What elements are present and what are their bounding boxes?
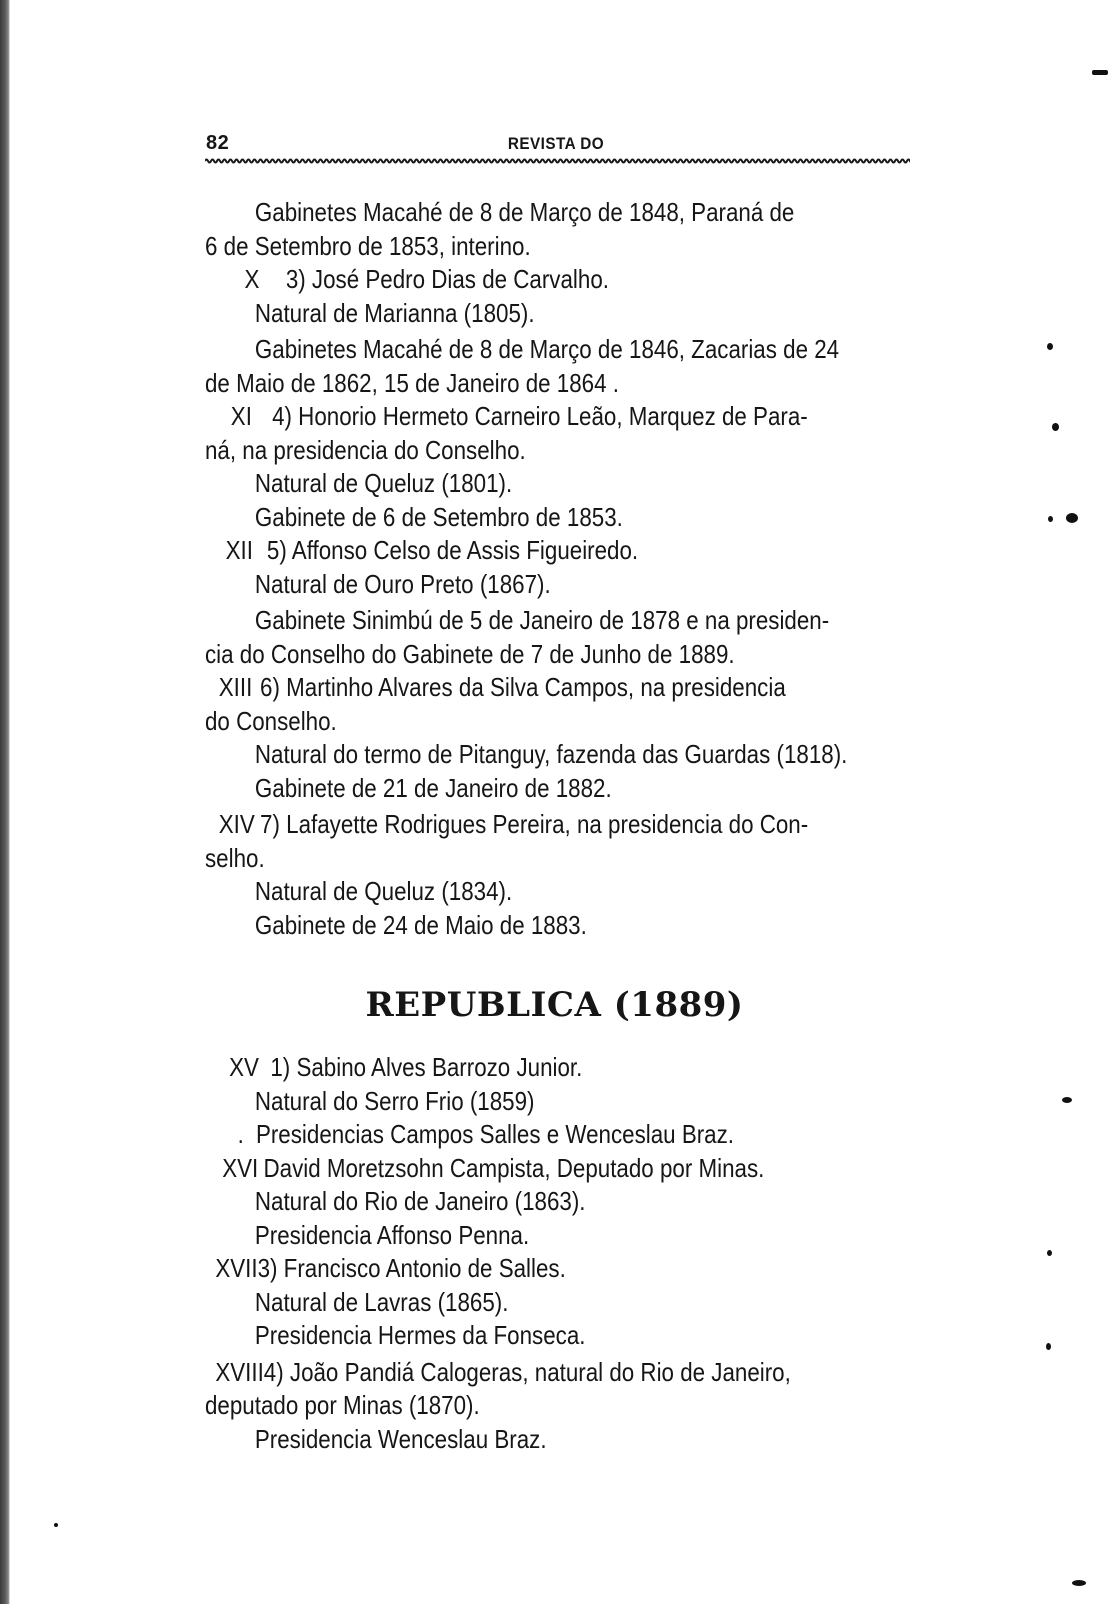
text-line: [205, 501, 925, 535]
line-text: de Maio de 1862, 15 de Janeiro de 1864 .: [205, 367, 619, 398]
scan-speck: [54, 1523, 58, 1527]
scan-speck: [1047, 343, 1053, 350]
line-text: ná, na presidencia do Conselho.: [205, 434, 526, 465]
text-line: [205, 738, 925, 772]
text-line: [205, 1355, 925, 1389]
line-text: Presidencias Campos Salles e Wenceslau Braz.: [255, 1119, 735, 1149]
line-text: 4) João Pandiá Calogeras, natural do Rio de Janeiro,: [263, 1356, 791, 1387]
text-line: [205, 638, 925, 672]
line-text: 5) Affonso Celso de Assis Figueiredo.: [266, 535, 639, 565]
text-line: [205, 1117, 925, 1151]
line-text: selho.: [205, 842, 265, 873]
text-line: [205, 1318, 925, 1352]
roman-numeral: XIV: [218, 809, 255, 839]
scan-speck: [1062, 1097, 1072, 1103]
text-line: [205, 1151, 925, 1185]
text-line: [205, 263, 925, 297]
scan-speck: [1092, 70, 1108, 75]
journal-title: REVISTA DO: [507, 134, 605, 153]
text-line: [205, 333, 925, 367]
text-line: [205, 1218, 925, 1252]
text-line: [205, 196, 925, 230]
line-text: cia do Conselho do Gabinete de 7 de Junho de 1889.: [205, 638, 735, 669]
text-line: [205, 1251, 925, 1285]
page-number: 82: [206, 132, 230, 154]
scan-speck: [1052, 423, 1059, 431]
line-text: Natural do termo de Pitanguy, fazenda das Guardas (1818).: [254, 739, 848, 769]
line-text: 3) Francisco Antonio de Salles.: [257, 1253, 566, 1283]
text-line: [205, 400, 925, 434]
text-line: [205, 604, 925, 638]
roman-numeral: XI: [230, 401, 252, 431]
text-line: [205, 1084, 925, 1118]
line-text: 4) Honorio Hermeto Carneiro Leão, Marquez de Para-: [272, 401, 808, 431]
section-heading-republica: REPUBLICA (1889): [365, 985, 744, 1025]
roman-numeral: XIII: [218, 672, 253, 702]
text-line: [205, 297, 925, 331]
line-text: Natural de Lavras (1865).: [254, 1286, 509, 1317]
text-line: [205, 842, 925, 876]
text-line: [205, 1184, 925, 1218]
text-line: [205, 568, 925, 602]
roman-numeral: XVII: [215, 1253, 258, 1283]
roman-numeral: XVIII: [215, 1356, 264, 1387]
scan-speck: [1066, 513, 1078, 523]
scan-speck: [1048, 516, 1053, 522]
line-prefix-mark: .: [237, 1119, 244, 1149]
imperio-ministers-list: [205, 196, 925, 942]
line-text: deputado por Minas (1870).: [205, 1390, 480, 1420]
text-line: [205, 434, 925, 468]
line-text: Gabinetes Macahé de 8 de Março de 1848, Paraná de: [254, 197, 795, 227]
line-text: Gabinete de 24 de Maio de 1883.: [254, 909, 587, 940]
line-text: 7) Lafayette Rodrigues Pereira, na presidencia do Con-: [260, 809, 809, 839]
scan-speck: [1047, 1250, 1052, 1256]
text-line: [205, 1285, 925, 1319]
line-text: Presidencia Hermes da Fonseca.: [254, 1320, 586, 1350]
scan-speck: [1046, 1343, 1051, 1350]
text-line: [205, 772, 925, 806]
line-text: 1) Sabino Alves Barrozo Junior.: [270, 1052, 583, 1082]
line-text: Natural do Rio de Janeiro (1863).: [254, 1186, 586, 1216]
scan-speck: [1072, 1580, 1086, 1586]
text-line: [205, 705, 925, 739]
text-line: [205, 875, 925, 909]
text-line: [205, 367, 925, 401]
text-line: [205, 1388, 925, 1422]
text-line: [205, 671, 925, 705]
line-text: Presidencia Affonso Penna.: [254, 1219, 530, 1250]
republica-ministers-list: [205, 1050, 925, 1455]
line-text: Gabinete de 6 de Setembro de 1853.: [254, 501, 623, 532]
line-text: 6) Martinho Alvares da Silva Campos, na presidencia: [260, 672, 786, 702]
text-line: [205, 534, 925, 568]
line-text: David Moretzsohn Campista, Deputado por Minas.: [263, 1152, 765, 1183]
running-header: [200, 132, 912, 156]
line-text: Natural do Serro Frio (1859): [254, 1085, 535, 1116]
line-text: Gabinete Sinimbú de 5 de Janeiro de 1878 e na presiden-: [254, 605, 830, 635]
text-line: [205, 467, 925, 501]
line-text: Natural de Marianna (1805).: [254, 297, 535, 328]
line-text: do Conselho.: [205, 705, 337, 736]
roman-numeral: X: [244, 264, 260, 294]
line-text: Natural de Queluz (1801).: [254, 468, 513, 498]
line-text: Natural de Queluz (1834).: [254, 876, 513, 906]
roman-numeral: XV: [229, 1052, 259, 1082]
line-text: 6 de Setembro de 1853, interino.: [205, 230, 531, 261]
header-wavy-rule: [205, 158, 910, 164]
line-text: Presidencia Wenceslau Braz.: [254, 1423, 547, 1454]
text-line: [205, 1050, 925, 1084]
roman-numeral: XVI: [222, 1152, 259, 1183]
roman-numeral: XII: [225, 535, 253, 565]
line-text: Gabinetes Macahé de 8 de Março de 1846, Zacarias de 24: [254, 334, 840, 364]
text-line: [205, 808, 925, 842]
line-text: Natural de Ouro Preto (1867).: [254, 568, 551, 599]
text-line: [205, 230, 925, 264]
text-line: [205, 909, 925, 943]
text-line: [205, 1422, 925, 1456]
line-text: Gabinete de 21 de Janeiro de 1882.: [254, 772, 612, 803]
line-text: 3) José Pedro Dias de Carvalho.: [285, 264, 609, 294]
